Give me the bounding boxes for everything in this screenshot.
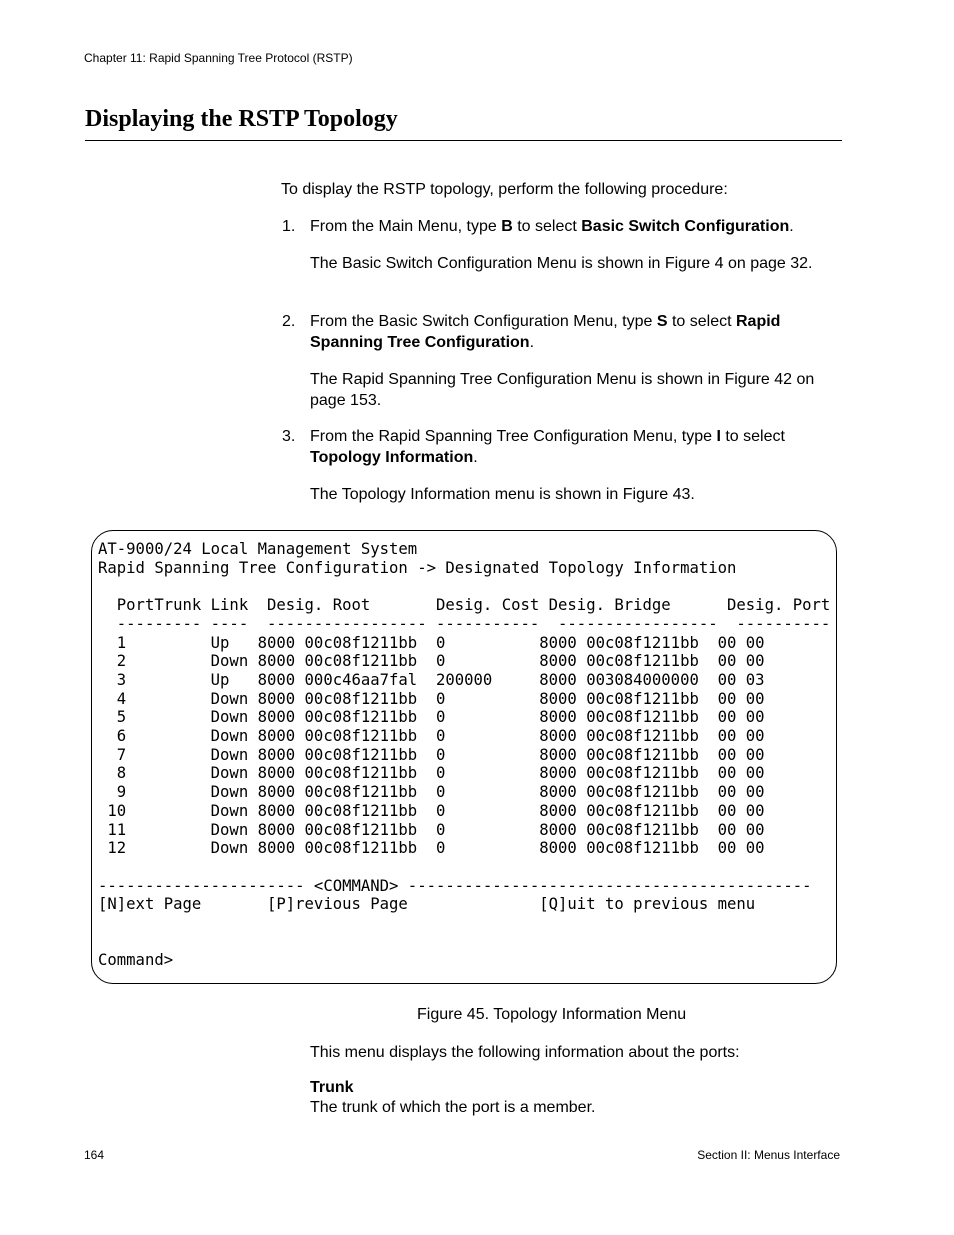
step-3 <box>310 426 832 468</box>
page-number: 164 <box>84 1148 105 1162</box>
step-key: I <box>716 428 721 445</box>
step-number: 1. <box>282 218 296 235</box>
term-definition: The trunk of which the port is a member. <box>310 1099 596 1116</box>
figure-caption: Figure 45. Topology Information Menu <box>417 1006 687 1023</box>
step-key: S <box>656 313 668 330</box>
step-text: From the Main Menu, type <box>310 218 502 235</box>
chapter-header: Chapter 11: Rapid Spanning Tree Protocol (RSTP) <box>84 51 353 65</box>
page-title: Displaying the RSTP Topology <box>85 106 398 132</box>
command-bar: ---------------------- <COMMAND> ------------------------------------------- <box>98 876 812 895</box>
table-row: 8 Down 8000 00c08f1211bb 0 8000 00c08f1211bb 00 00 <box>98 764 765 783</box>
table-row: 4 Down 8000 00c08f1211bb 0 8000 00c08f1211bb 00 00 <box>98 689 765 708</box>
terminal-system-title: AT-9000/24 Local Management System <box>98 540 418 558</box>
step-text: . <box>473 449 478 466</box>
terminal-screen <box>98 540 830 970</box>
step-text: From the Basic Switch Configuration Menu, type <box>310 313 657 330</box>
table-row: 1 Up 8000 00c08f1211bb 0 8000 00c08f1211bb 00 00 <box>98 633 765 652</box>
term-name: Trunk <box>310 1079 354 1096</box>
step-text: to select <box>720 428 785 445</box>
table-row: 6 Down 8000 00c08f1211bb 0 8000 00c08f1211bb 00 00 <box>98 727 765 746</box>
command-options: [N]ext Page [P]revious Page [Q]uit to previous menu <box>98 895 756 914</box>
table-row: 10 Down 8000 00c08f1211bb 0 8000 00c08f1211bb 00 00 <box>98 801 765 820</box>
table-row: 5 Down 8000 00c08f1211bb 0 8000 00c08f1211bb 00 00 <box>98 708 765 727</box>
step-note: The Basic Switch Configuration Menu is shown in Figure 4 on page 32. <box>310 255 813 272</box>
step-target: Rapid Spanning Tree Configuration <box>310 313 781 351</box>
table-row: 11 Down 8000 00c08f1211bb 0 8000 00c08f1211bb 00 00 <box>98 820 765 839</box>
step-1 <box>310 216 840 237</box>
table-row: 7 Down 8000 00c08f1211bb 0 8000 00c08f1211bb 00 00 <box>98 745 765 764</box>
step-number: 2. <box>282 313 296 330</box>
step-text: . <box>789 218 794 235</box>
step-note: The Topology Information menu is shown in Figure 43. <box>310 486 695 503</box>
table-header: PortTrunk Link Desig. Root Desig. Cost Desig. Bridge Desig. Port <box>98 596 831 615</box>
table-separator: --------- ---- ----------------- ----------- ----------------- ---------- <box>98 614 831 633</box>
step-number: 3. <box>282 428 296 445</box>
step-key: B <box>501 218 513 235</box>
command-prompt: Command> <box>98 951 174 970</box>
title-rule <box>85 140 842 141</box>
description-text: This menu displays the following information about the ports: <box>310 1044 740 1061</box>
table-row: 9 Down 8000 00c08f1211bb 0 8000 00c08f1211bb 00 00 <box>98 783 765 802</box>
step-note: The Rapid Spanning Tree Configuration Menu is shown in Figure 42 on page 153. <box>310 371 815 409</box>
table-row: 2 Down 8000 00c08f1211bb 0 8000 00c08f1211bb 00 00 <box>98 652 765 671</box>
step-target: Basic Switch Configuration <box>581 218 790 235</box>
table-row: 3 Up 8000 000c46aa7fal 200000 8000 003084000000 00 03 <box>98 670 765 689</box>
section-footer: Section II: Menus Interface <box>697 1148 840 1162</box>
step-text: to select <box>667 313 736 330</box>
step-target: Topology Information <box>310 449 474 466</box>
step-text: . <box>529 334 535 351</box>
table-row: 12 Down 8000 00c08f1211bb 0 8000 00c08f1211bb 00 00 <box>98 839 765 858</box>
intro-text: To display the RSTP topology, perform the following procedure: <box>281 181 728 198</box>
terminal-menu-path: Rapid Spanning Tree Configuration -> Designated Topology Information <box>98 558 737 577</box>
step-text: to select <box>512 218 582 235</box>
step-2 <box>310 311 832 353</box>
step-text: From the Rapid Spanning Tree Configuration Menu, type <box>310 428 717 445</box>
